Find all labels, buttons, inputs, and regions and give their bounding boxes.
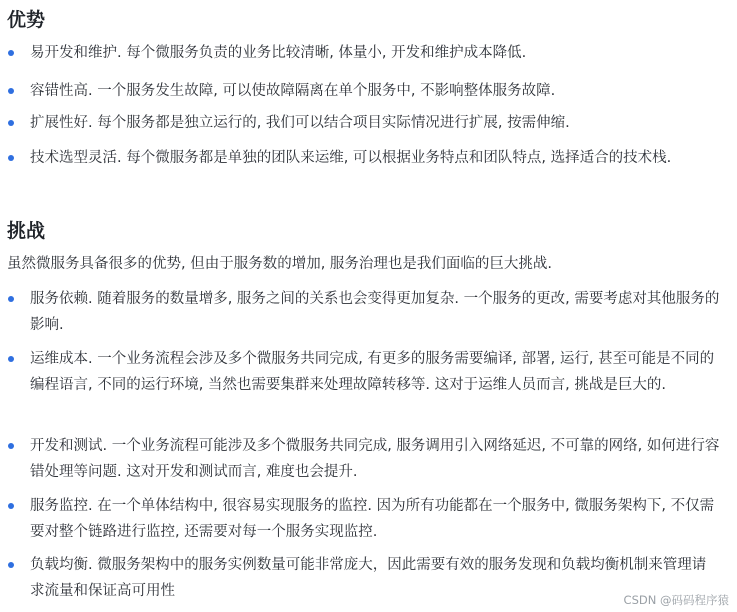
list-item-text: 技术选型灵活. 每个微服务都是单独的团队来运维, 可以根据业务特点和团队特点, 选择适合的技术栈. xyxy=(30,150,672,166)
list-item-text: 扩展性好. 每个服务都是独立运行的, 我们可以结合项目实际情况进行扩展, 按需伸缩. xyxy=(30,115,570,131)
bullet-dot-icon xyxy=(8,155,14,161)
challenges-intro: 虽然微服务具备很多的优势, 但由于服务数的增加, 服务治理也是我们面临的巨大挑战. xyxy=(7,256,553,272)
section-heading-challenges: 挑战 xyxy=(7,220,46,242)
list-item-text: 运维成本. 一个业务流程会涉及多个微服务共同完成, 有更多的服务需要编译, 部署, 运行, 甚至可能是不同的编程语言, 不同的运行环境, 当然也需要集群来处理故障转移等. 这对于运维人员而言, 挑战是巨大的. xyxy=(30,351,715,393)
bullet-dot-icon xyxy=(8,562,14,568)
list-item-text: 容错性高. 一个服务发生故障, 可以使故障隔离在单个服务中, 不影响整体服务故障. xyxy=(30,83,556,99)
bullet-dot-icon xyxy=(8,50,14,56)
list-item-text: 服务监控. 在一个单体结构中, 很容易实现服务的监控. 因为所有功能都在一个服务中, 微服务架构下, 不仅需要对整个链路进行监控, 还需要对每一个服务实现监控. xyxy=(30,498,715,540)
bullet-dot-icon xyxy=(8,120,14,126)
list-item-text: 负载均衡. 微服务架构中的服务实例数量可能非常庞大，因此需要有效的服务发现和负载均衡机制来管理请求流量和保证高可用性 xyxy=(30,557,707,599)
csdn-watermark: CSDN @码码程序猿 xyxy=(623,593,729,607)
bullet-dot-icon xyxy=(8,88,14,94)
bullet-dot-icon xyxy=(8,443,14,449)
bullet-dot-icon xyxy=(8,503,14,509)
list-item-text: 易开发和维护. 每个微服务负责的业务比较清晰, 体量小, 开发和维护成本降低. xyxy=(30,45,527,61)
list-item-text: 服务依赖. 随着服务的数量增多, 服务之间的关系也会变得更加复杂. 一个服务的更改, 需要考虑对其他服务的影响. xyxy=(30,291,720,333)
list-item-text: 开发和测试. 一个业务流程可能涉及多个微服务共同完成, 服务调用引入网络延迟, 不可靠的网络, 如何进行容错处理等问题. 这对开发和测试而言, 难度也会提升. xyxy=(30,438,720,480)
section-heading-advantages: 优势 xyxy=(7,9,46,31)
bullet-dot-icon xyxy=(8,356,14,362)
bullet-dot-icon xyxy=(8,296,14,302)
